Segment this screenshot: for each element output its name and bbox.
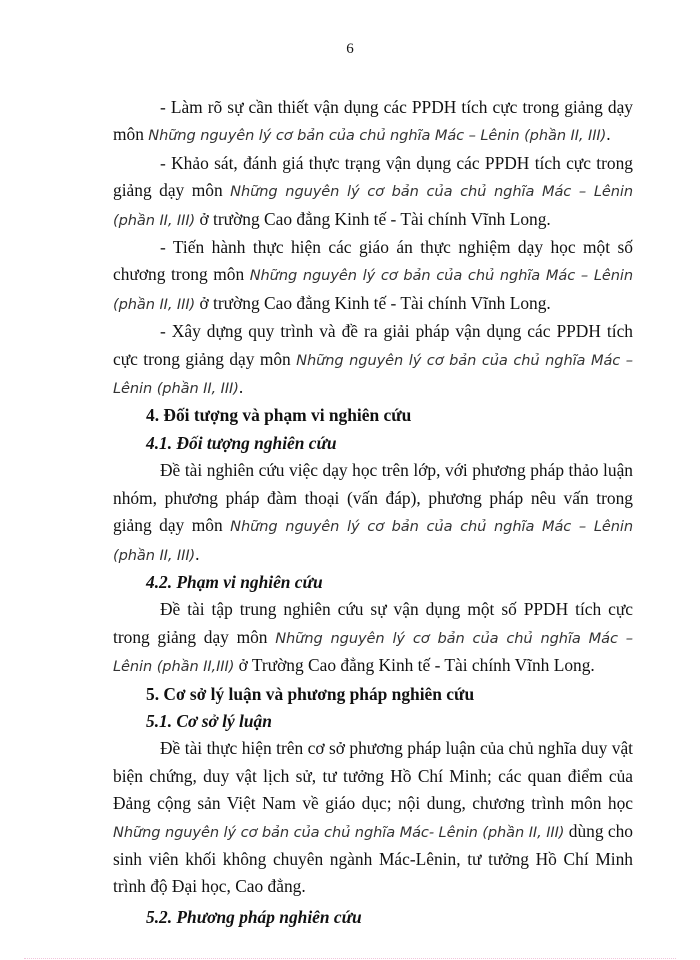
course-title-italic: Những nguyên lý cơ bản của chủ nghĩa Mác – Lênin (phần II, III)	[113, 183, 633, 229]
page-number: 6	[346, 41, 354, 57]
paragraph-text: .	[238, 377, 244, 398]
paragraph-text: .	[606, 124, 611, 145]
paragraph-research-subject	[113, 457, 633, 569]
heading-section-5: 5. Cơ sở lý luận và phương pháp nghiên cứu	[146, 683, 475, 704]
paragraph-text: - Khảo sát, đánh giá thực trạng vận dụng các PPDH tích cực trong giảng dạy môn	[113, 152, 633, 201]
paragraph-objective-3	[113, 234, 633, 318]
paragraph-text: Đề tài nghiên cứu việc dạy học trên lớp, với phương pháp thảo luận nhóm, phương pháp đàm thoại (vấn đáp), phương pháp nêu vấn trong giảng dạy môn	[113, 460, 633, 536]
heading-section-4-1: 4.1. Đối tượng nghiên cứu	[146, 432, 337, 453]
paragraph-text: - Xây dựng quy trình và đề ra giải pháp vận dụng các PPDH tích cực trong giảng dạy môn	[113, 321, 633, 369]
paragraph-text: ở Trường Cao đẳng Kinh tế - Tài chính Vĩnh Long.	[234, 655, 595, 676]
paragraph-objective-2	[113, 150, 633, 234]
paragraph-text: ở trường Cao đẳng Kinh tế - Tài chính Vĩnh Long.	[195, 292, 551, 313]
paragraph-text: Đề tài tập trung nghiên cứu sự vận dụng một số PPDH tích cực trong giảng dạy môn	[113, 599, 633, 647]
course-title-italic: Những nguyên lý cơ bản của chủ nghĩa Mác – Lênin (phần II, III)	[113, 518, 633, 564]
course-title-italic: Những nguyên lý cơ bản của chủ nghĩa Mác – Lênin (phần II, III)	[113, 267, 633, 313]
course-title-italic: Những nguyên lý cơ bản của chủ nghĩa Mác – Lênin (phần II, III)	[148, 127, 607, 145]
course-title-italic: Những nguyên lý cơ bản của chủ nghĩa Mác – Lênin (phần II, III)	[113, 351, 633, 398]
course-title-italic: Những nguyên lý cơ bản của chủ nghĩa Mác – Lênin (phần II,III)	[113, 629, 633, 676]
course-title-italic: Những nguyên lý cơ bản của chủ nghĩa Mác- Lênin (phần II, III)	[113, 823, 565, 841]
paragraph-text: dùng cho sinh viên khối không chuyên ngành Mác-Lênin, tư tưởng Hồ Chí Minh trình độ Đại học, Cao đẳng.	[113, 820, 633, 897]
paragraph-text: - Làm rõ sự cần thiết vận dụng các PPDH tích cực trong giảng dạy môn	[113, 97, 633, 145]
heading-section-5-1: 5.1. Cơ sở lý luận	[146, 710, 272, 731]
paragraph-theoretical-basis	[113, 735, 633, 900]
paragraph-research-scope	[113, 596, 633, 680]
paragraph-text: ở trường Cao đẳng Kinh tế - Tài chính Vĩnh Long.	[195, 208, 551, 229]
paragraph-text: Đề tài thực hiện trên cơ sở phương pháp luận của chủ nghĩa duy vật biện chứng, duy vật lịch sử, tư tưởng Hồ Chí Minh; các quan điểm của Đảng cộng sản Việt Nam về giáo dục; nội dung, chương trình môn học	[113, 738, 633, 814]
paragraph-text: .	[195, 543, 200, 564]
page-bottom-divider	[24, 958, 676, 959]
paragraph-objective-4	[113, 318, 633, 402]
document-body	[113, 94, 633, 931]
paragraph-text: - Tiến hành thực hiện các giáo án thực nghiệm dạy học một số chương trong môn	[113, 237, 633, 285]
heading-section-5-2: 5.2. Phương pháp nghiên cứu	[146, 906, 362, 927]
heading-section-4-2: 4.2. Phạm vi nghiên cứu	[146, 571, 323, 592]
heading-section-4: 4. Đối tượng và phạm vi nghiên cứu	[146, 405, 412, 426]
paragraph-objective-1	[113, 94, 633, 150]
